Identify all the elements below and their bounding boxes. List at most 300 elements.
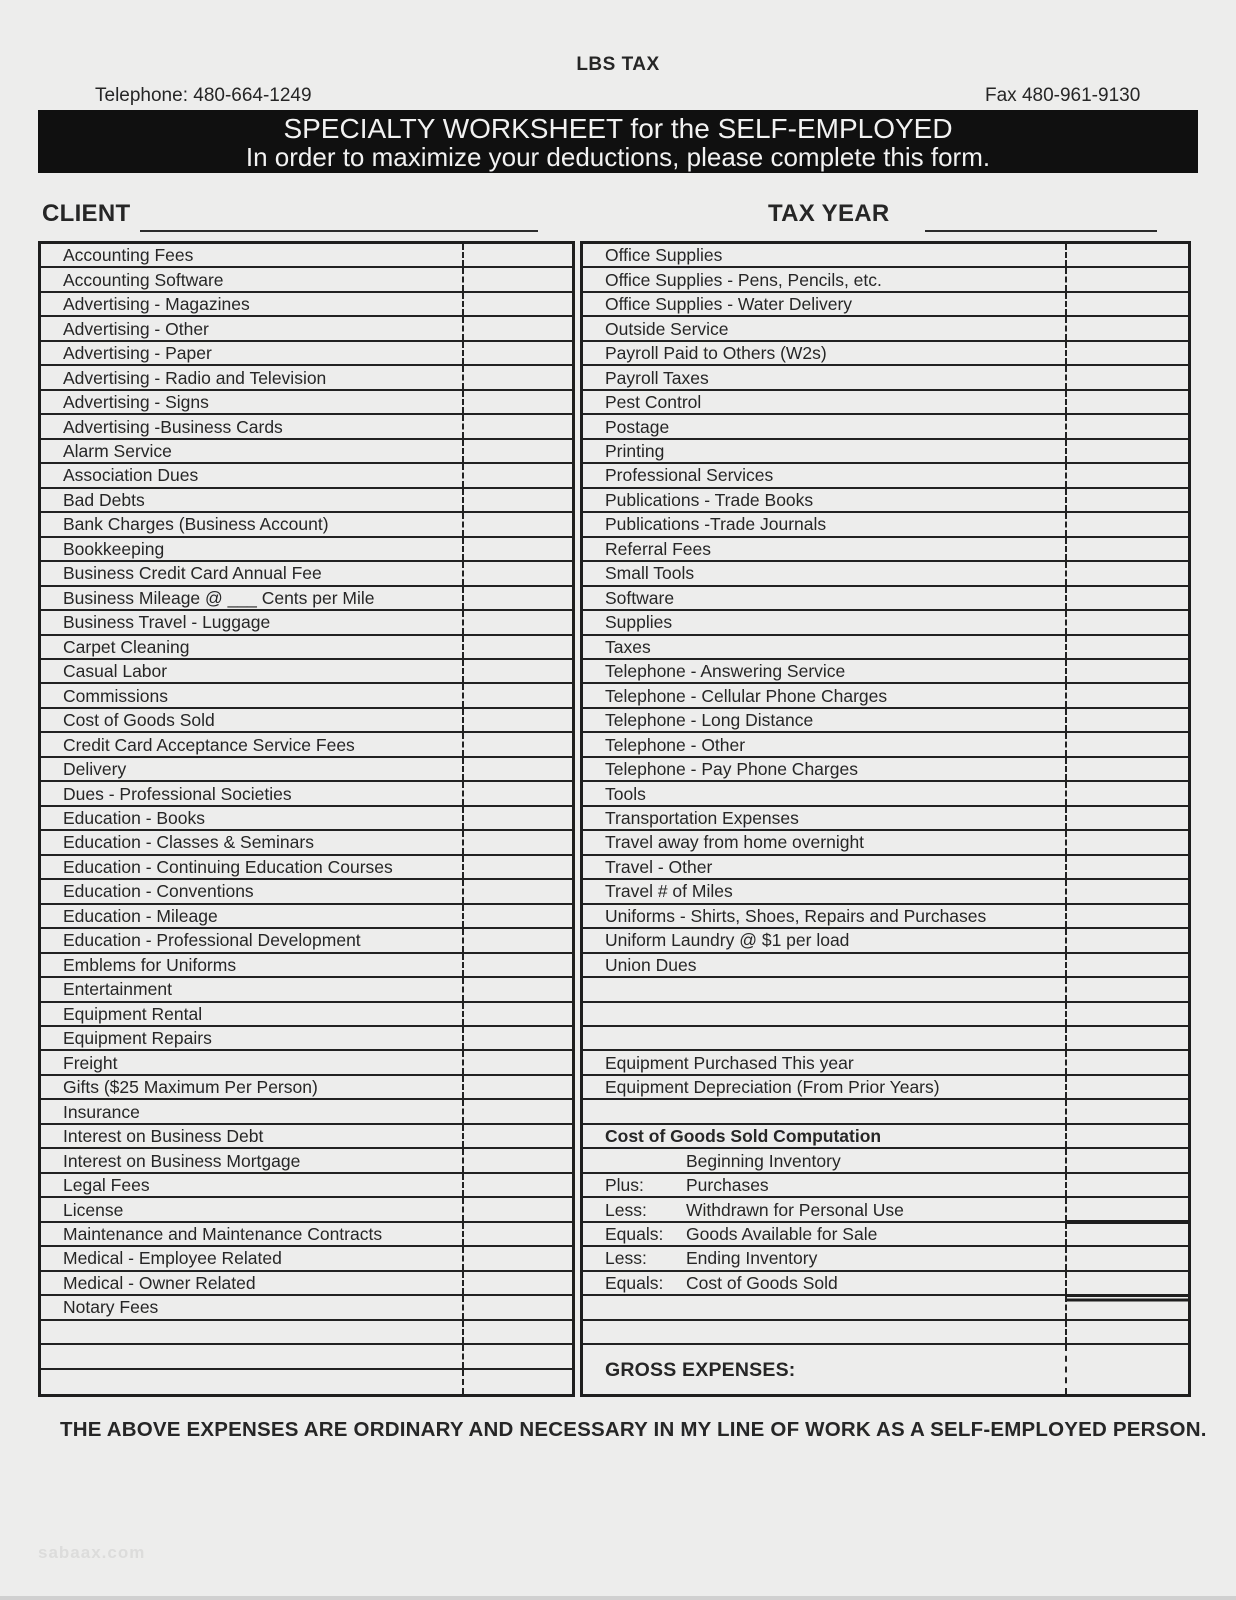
amount-field[interactable] <box>1065 538 1188 560</box>
expense-label <box>583 1198 1065 1220</box>
expense-label: Union Dues <box>605 954 697 975</box>
expense-row <box>583 1076 1188 1100</box>
amount-field[interactable] <box>1065 1247 1188 1269</box>
expense-row <box>41 342 572 366</box>
expense-label: Business Credit Card Annual Fee <box>63 563 322 584</box>
amount-field[interactable] <box>462 905 572 927</box>
amount-field[interactable] <box>1065 880 1188 902</box>
amount-field[interactable] <box>1065 611 1188 633</box>
expense-label: GROSS EXPENSES: <box>605 1358 796 1381</box>
expense-row <box>583 807 1188 831</box>
amount-field[interactable] <box>1065 636 1188 658</box>
expense-row <box>41 293 572 317</box>
expense-row <box>41 366 572 390</box>
expense-label: Professional Services <box>605 465 774 486</box>
expense-label: Bad Debts <box>63 489 145 510</box>
expense-label: Equipment Rental <box>63 1003 203 1024</box>
computation-keyword: Equals: <box>605 1223 664 1244</box>
fax-number: Fax 480-961-9130 <box>985 85 1141 106</box>
amount-field[interactable] <box>1065 709 1188 731</box>
amount-field[interactable] <box>462 293 572 315</box>
expense-row <box>41 1003 572 1027</box>
expense-label: Advertising - Radio and Television <box>63 367 327 388</box>
expense-label: Telephone - Cellular Phone Charges <box>605 685 888 706</box>
amount-field[interactable] <box>1065 684 1188 706</box>
expense-label: Alarm Service <box>63 440 172 461</box>
expense-label: Transportation Expenses <box>605 808 799 829</box>
expense-row <box>41 684 572 708</box>
expense-row <box>41 856 572 880</box>
expense-label: Software <box>605 587 675 608</box>
expense-row <box>583 464 1188 488</box>
expense-label: Referral Fees <box>605 538 712 559</box>
expense-label: Publications -Trade Journals <box>605 514 827 535</box>
empty-label <box>41 1370 462 1394</box>
amount-field[interactable] <box>462 464 572 486</box>
amount-field[interactable] <box>1065 342 1188 364</box>
expense-row <box>41 1027 572 1051</box>
expense-label: Equipment Repairs <box>63 1028 212 1049</box>
amount-field[interactable] <box>1065 293 1188 315</box>
amount-field[interactable] <box>1065 562 1188 584</box>
expense-label: Insurance <box>63 1101 140 1122</box>
amount-field[interactable] <box>462 856 572 878</box>
amount-field[interactable] <box>1065 1003 1188 1025</box>
expense-label-text: Cost of Goods Sold <box>686 1272 838 1293</box>
expense-label: Gifts ($25 Maximum Per Person) <box>63 1077 318 1098</box>
expense-label: Outside Service <box>605 318 729 339</box>
expense-row <box>583 538 1188 562</box>
empty-label <box>583 978 1065 1000</box>
amount-field[interactable] <box>462 831 572 853</box>
amount-field[interactable] <box>1065 1100 1188 1122</box>
footer-statement: THE ABOVE EXPENSES ARE ORDINARY AND NECESSARY IN MY LINE OF WORK AS A SELF-EMPLOYED PERSON. <box>60 1418 1207 1441</box>
company-name: LBS TAX <box>576 54 660 75</box>
expense-row <box>41 391 572 415</box>
expense-label: Postage <box>605 416 670 437</box>
expense-label: Office Supplies - Pens, Pencils, etc. <box>605 269 882 290</box>
expense-label: Association Dues <box>63 465 199 486</box>
expense-row <box>583 587 1188 611</box>
expense-label-text: Ending Inventory <box>686 1248 818 1269</box>
amount-field[interactable] <box>1065 660 1188 682</box>
amount-field[interactable] <box>462 1174 572 1196</box>
amount-field[interactable] <box>462 880 572 902</box>
expense-label: Travel - Other <box>605 856 713 877</box>
expense-label: Maintenance and Maintenance Contracts <box>63 1223 383 1244</box>
expense-row <box>41 244 572 268</box>
amount-field[interactable] <box>1065 1076 1188 1098</box>
amount-field[interactable] <box>1065 807 1188 829</box>
expense-row <box>583 440 1188 464</box>
amount-field[interactable] <box>1065 366 1188 388</box>
expense-table-right-column <box>580 241 1191 1397</box>
amount-field[interactable] <box>462 440 572 462</box>
expense-row <box>41 1149 572 1173</box>
worksheet-subtitle: In order to maximize your deductions, please complete this form. <box>245 142 991 172</box>
amount-field[interactable] <box>462 1003 572 1025</box>
expense-row <box>583 293 1188 317</box>
expense-label: Advertising - Other <box>63 318 209 339</box>
expense-row <box>583 489 1188 513</box>
expense-row <box>41 464 572 488</box>
expense-label: Interest on Business Debt <box>63 1126 264 1147</box>
expense-label: Education - Conventions <box>63 881 254 902</box>
amount-field[interactable] <box>462 1149 572 1171</box>
expense-label: Credit Card Acceptance Service Fees <box>63 734 355 755</box>
expense-row <box>41 1247 572 1271</box>
expense-row <box>583 1247 1188 1271</box>
expense-label: Uniforms - Shirts, Shoes, Repairs and Purchases <box>605 905 987 926</box>
expense-row <box>583 782 1188 806</box>
amount-field[interactable] <box>462 660 572 682</box>
blank-row <box>41 1345 572 1369</box>
amount-field[interactable] <box>1065 905 1188 927</box>
amount-field[interactable] <box>462 1296 572 1318</box>
empty-label <box>41 1345 462 1367</box>
expense-row <box>41 954 572 978</box>
blank-row <box>583 1003 1188 1027</box>
tax-year-input-line[interactable] <box>925 230 1157 232</box>
amount-field[interactable] <box>462 782 572 804</box>
amount-field[interactable] <box>1065 1174 1188 1196</box>
expense-label: Cost of Goods Sold <box>63 710 215 731</box>
amount-field[interactable] <box>462 978 572 1000</box>
amount-field[interactable] <box>462 1051 572 1073</box>
amount-field[interactable] <box>1065 1223 1188 1245</box>
expense-row <box>41 587 572 611</box>
amount-field[interactable] <box>1065 513 1188 535</box>
computation-keyword: Plus: <box>605 1175 644 1196</box>
amount-field[interactable] <box>462 562 572 584</box>
expense-label: Commissions <box>63 685 169 706</box>
expense-row <box>583 1198 1188 1222</box>
expense-row <box>583 391 1188 415</box>
worksheet-title: SPECIALTY WORKSHEET for the SELF-EMPLOYED <box>283 113 953 144</box>
blank-row <box>41 1321 572 1345</box>
empty-label <box>583 1027 1065 1049</box>
computation-keyword: Less: <box>605 1248 647 1269</box>
expense-row <box>41 1198 572 1222</box>
expense-row <box>41 562 572 586</box>
expense-row <box>583 1149 1188 1173</box>
amount-field[interactable] <box>462 391 572 413</box>
blank-row <box>41 1370 572 1394</box>
computation-keyword: Less: <box>605 1199 647 1220</box>
amount-field[interactable] <box>1065 268 1188 290</box>
expense-row <box>41 1174 572 1198</box>
amount-field[interactable] <box>462 758 572 780</box>
amount-field[interactable] <box>1065 954 1188 976</box>
empty-label <box>583 1100 1065 1122</box>
expense-label: Small Tools <box>605 563 695 584</box>
expense-row <box>41 782 572 806</box>
expense-row <box>41 905 572 929</box>
amount-field[interactable] <box>1065 1027 1188 1049</box>
expense-row <box>41 733 572 757</box>
expense-row <box>583 562 1188 586</box>
amount-field[interactable] <box>1065 782 1188 804</box>
watermark: sabaax.com <box>38 1543 146 1562</box>
expense-label: Entertainment <box>63 979 172 1000</box>
amount-field[interactable] <box>462 684 572 706</box>
title-banner <box>38 110 1198 173</box>
amount-field[interactable] <box>1065 1149 1188 1171</box>
amount-field[interactable] <box>1065 929 1188 951</box>
expense-label <box>583 1174 1065 1196</box>
expense-label: Bank Charges (Business Account) <box>63 514 329 535</box>
amount-field[interactable] <box>462 636 572 658</box>
expense-row <box>41 268 572 292</box>
expense-row <box>583 366 1188 390</box>
amount-field[interactable] <box>462 1027 572 1049</box>
expense-row <box>583 660 1188 684</box>
expense-row <box>583 1223 1188 1247</box>
expense-label: Telephone - Long Distance <box>605 710 814 731</box>
page-bottom-edge <box>0 1596 1236 1600</box>
expense-label: Telephone - Pay Phone Charges <box>605 759 858 780</box>
expense-label: Interest on Business Mortgage <box>63 1150 301 1171</box>
expense-row <box>583 415 1188 439</box>
expense-row <box>583 905 1188 929</box>
expense-label: Business Travel - Luggage <box>63 612 271 633</box>
amount-field[interactable] <box>462 611 572 633</box>
amount-field[interactable] <box>1065 1345 1188 1394</box>
expense-label: Office Supplies <box>605 245 723 266</box>
expense-row <box>41 978 572 1002</box>
amount-field[interactable] <box>1065 391 1188 413</box>
expense-row <box>583 244 1188 268</box>
amount-field[interactable] <box>1065 244 1188 266</box>
expense-label: Tools <box>605 783 646 804</box>
amount-field[interactable] <box>462 1321 572 1343</box>
expense-row <box>583 1125 1188 1149</box>
amount-field[interactable] <box>462 268 572 290</box>
expense-row <box>583 684 1188 708</box>
amount-field[interactable] <box>1065 831 1188 853</box>
blank-row <box>583 1100 1188 1124</box>
expense-label: Beginning Inventory <box>686 1150 841 1171</box>
amount-field[interactable] <box>1065 1051 1188 1073</box>
expense-label-text: Withdrawn for Personal Use <box>686 1199 904 1220</box>
expense-row <box>583 709 1188 733</box>
amount-field[interactable] <box>1065 1198 1188 1220</box>
blank-row <box>583 1321 1188 1345</box>
expense-label: Payroll Taxes <box>605 367 709 388</box>
client-input-line[interactable] <box>140 230 538 232</box>
expense-label: Legal Fees <box>63 1175 150 1196</box>
expense-label: Accounting Software <box>63 269 224 290</box>
expense-row <box>41 636 572 660</box>
expense-label <box>583 1247 1065 1269</box>
amount-field[interactable] <box>462 1076 572 1098</box>
blank-row <box>583 978 1188 1002</box>
expense-row <box>41 440 572 464</box>
expense-label: Education - Books <box>63 808 206 829</box>
expense-table <box>38 241 1191 1397</box>
expense-row <box>41 1272 572 1296</box>
expense-label: Advertising - Magazines <box>63 294 250 315</box>
amount-field[interactable] <box>462 489 572 511</box>
blank-row <box>583 1296 1188 1320</box>
expense-row <box>583 268 1188 292</box>
expense-label: Uniform Laundry @ $1 per load <box>605 930 850 951</box>
expense-label: Telephone - Other <box>605 734 746 755</box>
expense-row <box>583 954 1188 978</box>
expense-row <box>41 831 572 855</box>
expense-row <box>41 660 572 684</box>
expense-label: Carpet Cleaning <box>63 636 190 657</box>
amount-field[interactable] <box>1065 464 1188 486</box>
amount-field[interactable] <box>462 538 572 560</box>
expense-label: Education - Professional Development <box>63 930 361 951</box>
expense-row <box>41 538 572 562</box>
expense-row <box>41 880 572 904</box>
amount-field[interactable] <box>1065 1272 1188 1294</box>
expense-label: License <box>63 1199 124 1220</box>
amount-field[interactable] <box>462 709 572 731</box>
expense-label <box>583 1223 1065 1245</box>
expense-label: Equipment Purchased This year <box>605 1052 854 1073</box>
expense-label: Travel away from home overnight <box>605 832 865 853</box>
expense-label: Education - Classes & Seminars <box>63 832 314 853</box>
expense-label: Dues - Professional Societies <box>63 783 292 804</box>
expense-row <box>41 1223 572 1247</box>
expense-label: Travel # of Miles <box>605 881 733 902</box>
amount-field[interactable] <box>1065 587 1188 609</box>
expense-row <box>583 831 1188 855</box>
expense-label: Advertising -Business Cards <box>63 416 283 437</box>
expense-label: Education - Continuing Education Courses <box>63 856 393 877</box>
amount-field[interactable] <box>1065 489 1188 511</box>
expense-label <box>583 1272 1065 1294</box>
expense-row <box>583 636 1188 660</box>
expense-label-text: Goods Available for Sale <box>686 1223 878 1244</box>
blank-row <box>583 1027 1188 1051</box>
expense-label: Telephone - Answering Service <box>605 661 846 682</box>
expense-label: Advertising - Paper <box>63 343 212 364</box>
expense-label: Taxes <box>605 636 651 657</box>
amount-field[interactable] <box>462 1223 572 1245</box>
amount-field[interactable] <box>462 366 572 388</box>
expense-row <box>583 758 1188 782</box>
amount-field[interactable] <box>462 1125 572 1147</box>
expense-label: Payroll Paid to Others (W2s) <box>605 343 827 364</box>
amount-field[interactable] <box>462 1247 572 1269</box>
expense-label: Medical - Owner Related <box>63 1272 256 1293</box>
expense-label: Freight <box>63 1052 118 1073</box>
expense-label: Equipment Depreciation (From Prior Years) <box>605 1077 940 1098</box>
amount-field[interactable] <box>462 954 572 976</box>
expense-label: Accounting Fees <box>63 245 194 266</box>
expense-row <box>583 1272 1188 1296</box>
expense-label: Notary Fees <box>63 1297 159 1318</box>
empty-label <box>583 1003 1065 1025</box>
expense-row <box>41 758 572 782</box>
expense-label: Business Mileage @ ___ Cents per Mile <box>63 587 375 608</box>
amount-field[interactable] <box>462 587 572 609</box>
amount-field[interactable] <box>462 1370 572 1394</box>
amount-field[interactable] <box>462 1100 572 1122</box>
amount-field[interactable] <box>462 807 572 829</box>
amount-field[interactable] <box>462 317 572 339</box>
amount-field[interactable] <box>462 1198 572 1220</box>
expense-label: Medical - Employee Related <box>63 1248 282 1269</box>
amount-field[interactable] <box>462 415 572 437</box>
amount-field[interactable] <box>1065 440 1188 462</box>
expense-label: Emblems for Uniforms <box>63 954 237 975</box>
expense-row <box>41 709 572 733</box>
expense-row <box>583 317 1188 341</box>
amount-field[interactable] <box>1065 733 1188 755</box>
expense-row <box>583 513 1188 537</box>
expense-label: Printing <box>605 440 665 461</box>
expense-row <box>583 611 1188 635</box>
empty-label <box>583 1321 1065 1343</box>
amount-field[interactable] <box>1065 317 1188 339</box>
amount-field[interactable] <box>1065 856 1188 878</box>
amount-field[interactable] <box>462 1272 572 1294</box>
amount-field[interactable] <box>462 929 572 951</box>
expense-label: Cost of Goods Sold Computation <box>605 1126 882 1147</box>
expense-row <box>41 317 572 341</box>
amount-field[interactable] <box>1065 1125 1188 1147</box>
expense-table-left-column <box>38 241 575 1397</box>
tax-year-label: TAX YEAR <box>768 200 890 227</box>
amount-field[interactable] <box>462 1345 572 1367</box>
expense-label: Delivery <box>63 759 127 780</box>
expense-row <box>41 489 572 513</box>
expense-row <box>41 513 572 537</box>
expense-label: Education - Mileage <box>63 905 218 926</box>
amount-field[interactable] <box>1065 978 1188 1000</box>
amount-field[interactable] <box>462 733 572 755</box>
amount-field[interactable] <box>462 244 572 266</box>
expense-row <box>583 1174 1188 1198</box>
gross-expenses-row <box>583 1345 1188 1394</box>
amount-field[interactable] <box>1065 758 1188 780</box>
expense-row <box>41 1051 572 1075</box>
expense-row <box>41 415 572 439</box>
expense-row <box>583 733 1188 757</box>
expense-label: Advertising - Signs <box>63 392 209 413</box>
expense-row <box>41 929 572 953</box>
computation-keyword: Equals: <box>605 1272 664 1293</box>
expense-label: Pest Control <box>605 392 702 413</box>
telephone-number: Telephone: 480-664-1249 <box>95 85 312 106</box>
expense-row <box>41 1125 572 1149</box>
expense-row <box>41 1100 572 1124</box>
amount-field[interactable] <box>462 342 572 364</box>
expense-label: Publications - Trade Books <box>605 489 814 510</box>
empty-label <box>41 1321 462 1343</box>
expense-label: Casual Labor <box>63 661 168 682</box>
amount-field[interactable] <box>1065 1296 1188 1318</box>
expense-row <box>583 880 1188 904</box>
expense-row <box>41 611 572 635</box>
expense-row <box>41 807 572 831</box>
expense-label: Bookkeeping <box>63 538 165 559</box>
expense-label-text: Purchases <box>686 1175 769 1196</box>
expense-row <box>583 856 1188 880</box>
amount-field[interactable] <box>1065 415 1188 437</box>
expense-row <box>41 1296 572 1320</box>
amount-field[interactable] <box>462 513 572 535</box>
expense-row <box>583 1051 1188 1075</box>
expense-label: Supplies <box>605 612 673 633</box>
amount-field[interactable] <box>1065 1321 1188 1343</box>
expense-row <box>583 342 1188 366</box>
